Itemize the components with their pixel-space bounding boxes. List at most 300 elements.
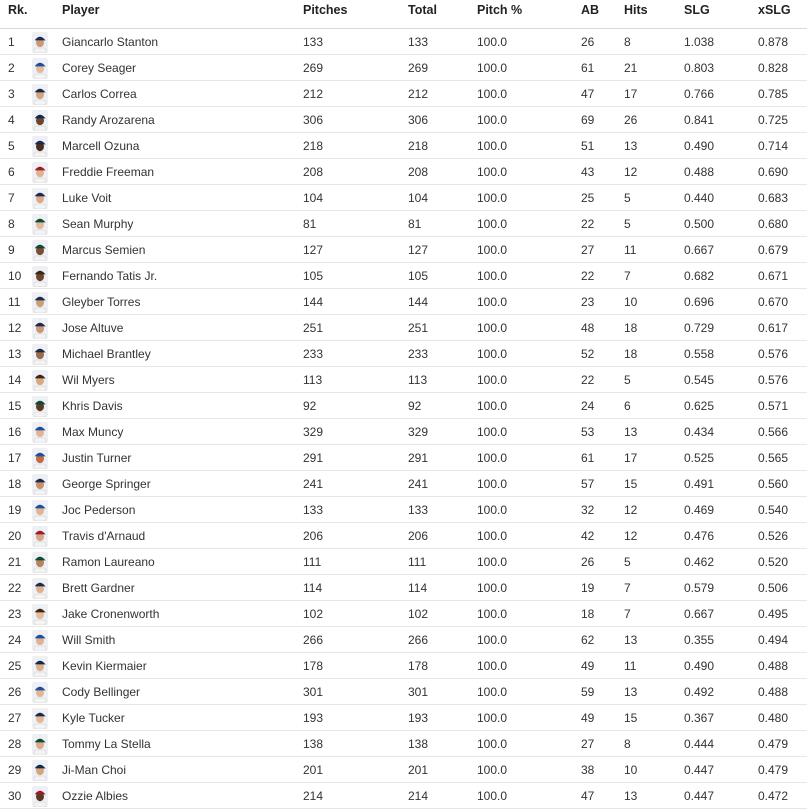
player-name-link[interactable]: Fernando Tatis Jr. — [62, 268, 158, 283]
player-name-link[interactable]: Ozzie Albies — [62, 788, 129, 803]
table-row[interactable] — [0, 731, 807, 757]
ab-cell: 43 — [581, 164, 595, 179]
rank-cell: 1 — [8, 34, 15, 49]
avatar — [32, 630, 48, 651]
table-row[interactable] — [0, 471, 807, 497]
player-headshot[interactable] — [32, 445, 48, 470]
hits-cell: 5 — [624, 554, 631, 569]
pitch-pct-cell: 100.0 — [477, 476, 508, 491]
slg-cell: 0.490 — [684, 138, 715, 153]
player-headshot[interactable] — [32, 731, 48, 756]
table-row[interactable] — [0, 653, 807, 679]
header-player[interactable]: Player — [62, 3, 100, 17]
total-cell: 102 — [408, 606, 429, 621]
rank-cell: 25 — [8, 658, 22, 673]
ab-cell: 61 — [581, 450, 595, 465]
player-name-link[interactable]: Ramon Laureano — [62, 554, 155, 569]
ab-cell: 69 — [581, 112, 595, 127]
xslg-cell: 0.472 — [758, 788, 789, 803]
player-name-link[interactable]: Gleyber Torres — [62, 294, 141, 309]
total-cell: 114 — [408, 580, 428, 595]
header-ab[interactable]: AB — [581, 3, 600, 17]
player-name-link[interactable]: Giancarlo Stanton — [62, 34, 159, 49]
player-headshot[interactable] — [32, 757, 48, 782]
player-name-link[interactable]: Randy Arozarena — [62, 112, 155, 127]
avatar — [32, 370, 48, 391]
rank-cell: 9 — [8, 242, 15, 257]
rank-cell: 28 — [8, 736, 22, 751]
player-name-link[interactable]: Jake Cronenworth — [62, 606, 160, 621]
player-name-link[interactable]: Sean Murphy — [62, 216, 134, 231]
ab-cell: 59 — [581, 684, 595, 699]
hits-cell: 8 — [624, 34, 631, 49]
pitches-cell: 218 — [303, 138, 324, 153]
total-cell: 144 — [408, 294, 429, 309]
pitches-cell: 138 — [303, 736, 324, 751]
xslg-cell: 0.480 — [758, 710, 789, 725]
pitches-cell: 92 — [303, 398, 317, 413]
table-row[interactable] — [0, 549, 807, 575]
pitch-pct-cell: 100.0 — [477, 606, 508, 621]
avatar — [32, 162, 48, 183]
xslg-cell: 0.690 — [758, 164, 789, 179]
pitches-cell: 133 — [303, 502, 324, 517]
ab-cell: 32 — [581, 502, 595, 517]
pitches-cell: 111 — [303, 554, 322, 569]
hits-cell: 18 — [624, 346, 638, 361]
total-cell: 113 — [408, 372, 428, 387]
header-total[interactable]: Total — [408, 3, 437, 17]
pitch-pct-cell: 100.0 — [477, 112, 508, 127]
pitches-cell: 251 — [303, 320, 324, 335]
hits-cell: 21 — [624, 60, 638, 75]
player-name-link[interactable]: Brett Gardner — [62, 580, 135, 595]
slg-cell: 0.558 — [684, 346, 715, 361]
slg-cell: 0.625 — [684, 398, 715, 413]
hits-cell: 11 — [624, 242, 637, 257]
rank-cell: 23 — [8, 606, 22, 621]
rank-cell: 27 — [8, 710, 22, 725]
table-row[interactable] — [0, 419, 807, 445]
pitch-pct-cell: 100.0 — [477, 424, 508, 439]
ab-cell: 18 — [581, 606, 595, 621]
player-headshot[interactable] — [32, 263, 48, 288]
xslg-cell: 0.680 — [758, 216, 789, 231]
rank-cell: 10 — [8, 268, 22, 283]
avatar — [32, 318, 48, 339]
player-name-link[interactable]: Travis d'Arnaud — [62, 528, 146, 543]
pitch-pct-cell: 100.0 — [477, 60, 508, 75]
hits-cell: 12 — [624, 164, 638, 179]
avatar — [32, 292, 48, 313]
pitches-cell: 201 — [303, 762, 324, 777]
total-cell: 291 — [408, 450, 429, 465]
table-row[interactable] — [0, 627, 807, 653]
table-row[interactable] — [0, 55, 807, 81]
avatar — [32, 32, 48, 53]
xslg-cell: 0.671 — [758, 268, 789, 283]
ab-cell: 22 — [581, 372, 595, 387]
hits-cell: 13 — [624, 138, 638, 153]
slg-cell: 0.579 — [684, 580, 715, 595]
slg-cell: 0.491 — [684, 476, 715, 491]
hits-cell: 5 — [624, 190, 631, 205]
avatar — [32, 760, 48, 781]
pitches-cell: 144 — [303, 294, 324, 309]
rank-cell: 29 — [8, 762, 22, 777]
pitch-pct-cell: 100.0 — [477, 710, 508, 725]
xslg-cell: 0.576 — [758, 372, 789, 387]
pitches-cell: 113 — [303, 372, 323, 387]
player-name-link[interactable]: Justin Turner — [62, 450, 132, 465]
player-name-link[interactable]: Marcus Semien — [62, 242, 146, 257]
total-cell: 111 — [408, 554, 427, 569]
player-name-link[interactable]: Luke Voit — [62, 190, 112, 205]
header-hits[interactable]: Hits — [624, 3, 648, 17]
pitch-pct-cell: 100.0 — [477, 736, 508, 751]
player-headshot[interactable] — [32, 705, 48, 730]
hits-cell: 5 — [624, 216, 631, 231]
slg-cell: 0.729 — [684, 320, 715, 335]
table-row[interactable] — [0, 393, 807, 419]
pitches-cell: 301 — [303, 684, 324, 699]
avatar — [32, 136, 48, 157]
slg-cell: 0.476 — [684, 528, 715, 543]
table-row[interactable] — [0, 601, 807, 627]
pitch-pct-cell: 100.0 — [477, 762, 508, 777]
pitches-cell: 193 — [303, 710, 324, 725]
table-row[interactable] — [0, 367, 807, 393]
pitches-cell: 266 — [303, 632, 324, 647]
hits-cell: 10 — [624, 294, 638, 309]
xslg-cell: 0.670 — [758, 294, 789, 309]
rank-cell: 21 — [8, 554, 22, 569]
player-headshot[interactable] — [32, 601, 48, 626]
total-cell: 105 — [408, 268, 429, 283]
ab-cell: 26 — [581, 34, 595, 49]
xslg-cell: 0.565 — [758, 450, 789, 465]
hits-cell: 13 — [624, 788, 638, 803]
player-headshot[interactable] — [32, 549, 48, 574]
avatar — [32, 474, 48, 495]
table-row[interactable] — [0, 341, 807, 367]
player-headshot[interactable] — [32, 81, 48, 106]
hits-cell: 5 — [624, 372, 631, 387]
rank-cell: 2 — [8, 60, 15, 75]
table-row[interactable] — [0, 445, 807, 471]
ab-cell: 49 — [581, 710, 595, 725]
table-row[interactable] — [0, 497, 807, 523]
ab-cell: 27 — [581, 736, 595, 751]
rank-cell: 17 — [8, 450, 22, 465]
avatar — [32, 266, 48, 287]
player-headshot[interactable] — [32, 185, 48, 210]
total-cell: 104 — [408, 190, 429, 205]
slg-cell: 0.434 — [684, 424, 715, 439]
player-name-link[interactable]: Will Smith — [62, 632, 116, 647]
pitches-cell: 127 — [303, 242, 324, 257]
total-cell: 212 — [408, 86, 429, 101]
slg-cell: 0.545 — [684, 372, 715, 387]
pitch-pct-cell: 100.0 — [477, 450, 508, 465]
table-row[interactable] — [0, 185, 807, 211]
table-row[interactable] — [0, 679, 807, 705]
total-cell: 138 — [408, 736, 429, 751]
slg-cell: 0.367 — [684, 710, 715, 725]
hits-cell: 7 — [624, 268, 631, 283]
table-row[interactable] — [0, 315, 807, 341]
slg-cell: 0.444 — [684, 736, 715, 751]
total-cell: 233 — [408, 346, 429, 361]
xslg-cell: 0.714 — [758, 138, 789, 153]
slg-cell: 0.667 — [684, 606, 715, 621]
total-cell: 301 — [408, 684, 429, 699]
avatar — [32, 448, 48, 469]
player-name-link[interactable]: Kevin Kiermaier — [62, 658, 147, 673]
pitch-pct-cell: 100.0 — [477, 580, 508, 595]
rank-cell: 26 — [8, 684, 22, 699]
avatar — [32, 110, 48, 131]
ab-cell: 27 — [581, 242, 595, 257]
hits-cell: 7 — [624, 606, 631, 621]
rank-cell: 18 — [8, 476, 22, 491]
player-headshot[interactable] — [32, 575, 48, 600]
total-cell: 206 — [408, 528, 429, 543]
header-rank[interactable]: Rk. — [8, 3, 28, 17]
pitch-pct-cell: 100.0 — [477, 398, 508, 413]
slg-cell: 0.440 — [684, 190, 715, 205]
pitch-pct-cell: 100.0 — [477, 502, 508, 517]
pitch-pct-cell: 100.0 — [477, 372, 508, 387]
rank-cell: 11 — [8, 294, 21, 309]
player-name-link[interactable]: Kyle Tucker — [62, 710, 125, 725]
ab-cell: 47 — [581, 788, 595, 803]
slg-cell: 0.696 — [684, 294, 715, 309]
total-cell: 269 — [408, 60, 429, 75]
ab-cell: 19 — [581, 580, 595, 595]
slg-cell: 0.500 — [684, 216, 715, 231]
player-name-link[interactable]: Tommy La Stella — [62, 736, 151, 751]
table-row[interactable] — [0, 159, 807, 185]
avatar — [32, 734, 48, 755]
slg-cell: 0.492 — [684, 684, 715, 699]
table-row[interactable] — [0, 107, 807, 133]
pitches-cell: 105 — [303, 268, 324, 283]
xslg-cell: 0.828 — [758, 60, 789, 75]
player-headshot[interactable] — [32, 315, 48, 340]
xslg-cell: 0.488 — [758, 658, 789, 673]
pitches-cell: 133 — [303, 34, 324, 49]
table-row[interactable] — [0, 263, 807, 289]
total-cell: 133 — [408, 502, 429, 517]
hits-cell: 10 — [624, 762, 638, 777]
player-headshot[interactable] — [32, 237, 48, 262]
header-pitches[interactable]: Pitches — [303, 3, 348, 17]
table-row[interactable] — [0, 133, 807, 159]
player-name-link[interactable]: Marcell Ozuna — [62, 138, 140, 153]
avatar — [32, 188, 48, 209]
total-cell: 266 — [408, 632, 429, 647]
player-headshot[interactable] — [32, 523, 48, 548]
header-xslg[interactable]: xSLG — [758, 3, 791, 17]
pitches-cell: 291 — [303, 450, 324, 465]
header-pitch-pct[interactable]: Pitch % — [477, 3, 523, 17]
hits-cell: 18 — [624, 320, 638, 335]
slg-cell: 0.525 — [684, 450, 715, 465]
player-name-link[interactable]: George Springer — [62, 476, 151, 491]
total-cell: 193 — [408, 710, 429, 725]
pitches-cell: 114 — [303, 580, 323, 595]
pitches-cell: 306 — [303, 112, 324, 127]
player-headshot[interactable] — [32, 367, 48, 392]
rank-cell: 4 — [8, 112, 15, 127]
pitch-pct-cell: 100.0 — [477, 190, 508, 205]
ab-cell: 26 — [581, 554, 595, 569]
player-name-link[interactable]: Jose Altuve — [62, 320, 124, 335]
player-name-link[interactable]: Freddie Freeman — [62, 164, 155, 179]
table-row[interactable] — [0, 211, 807, 237]
ab-cell: 62 — [581, 632, 595, 647]
xslg-cell: 0.526 — [758, 528, 789, 543]
xslg-cell: 0.617 — [758, 320, 789, 335]
avatar — [32, 396, 48, 417]
player-headshot[interactable] — [32, 783, 48, 808]
rank-cell: 22 — [8, 580, 22, 595]
slg-cell: 0.469 — [684, 502, 715, 517]
table-row[interactable] — [0, 237, 807, 263]
slg-cell: 0.447 — [684, 788, 715, 803]
xslg-cell: 0.479 — [758, 736, 789, 751]
ab-cell: 25 — [581, 190, 595, 205]
rank-cell: 14 — [8, 372, 22, 387]
ab-cell: 42 — [581, 528, 595, 543]
hits-cell: 13 — [624, 684, 638, 699]
rank-cell: 7 — [8, 190, 15, 205]
player-name-link[interactable]: Wil Myers — [62, 372, 115, 387]
ab-cell: 48 — [581, 320, 595, 335]
rank-cell: 8 — [8, 216, 15, 231]
hits-cell: 17 — [624, 86, 638, 101]
table-row[interactable] — [0, 575, 807, 601]
player-headshot[interactable] — [32, 341, 48, 366]
rank-cell: 3 — [8, 86, 15, 101]
hits-cell: 17 — [624, 450, 638, 465]
pitch-pct-cell: 100.0 — [477, 294, 508, 309]
player-name-link[interactable]: Khris Davis — [62, 398, 123, 413]
xslg-cell: 0.878 — [758, 34, 789, 49]
pitch-pct-cell: 100.0 — [477, 216, 508, 231]
rank-cell: 15 — [8, 398, 22, 413]
ab-cell: 51 — [581, 138, 595, 153]
player-headshot[interactable] — [32, 289, 48, 314]
slg-cell: 1.038 — [684, 34, 715, 49]
pitches-cell: 212 — [303, 86, 324, 101]
total-cell: 329 — [408, 424, 429, 439]
hits-cell: 6 — [624, 398, 631, 413]
pitch-pct-cell: 100.0 — [477, 34, 508, 49]
table-row[interactable] — [0, 705, 807, 731]
avatar — [32, 578, 48, 599]
avatar — [32, 500, 48, 521]
player-headshot[interactable] — [32, 159, 48, 184]
player-headshot[interactable] — [32, 29, 48, 54]
xslg-cell: 0.520 — [758, 554, 789, 569]
table-row[interactable] — [0, 783, 807, 809]
table-row[interactable] — [0, 757, 807, 783]
player-name-link[interactable]: Max Muncy — [62, 424, 124, 439]
header-slg[interactable]: SLG — [684, 3, 710, 17]
player-headshot[interactable] — [32, 211, 48, 236]
slg-cell: 0.667 — [684, 242, 715, 257]
total-cell: 218 — [408, 138, 429, 153]
slg-cell: 0.462 — [684, 554, 715, 569]
player-headshot[interactable] — [32, 627, 48, 652]
pitch-pct-cell: 100.0 — [477, 684, 508, 699]
player-headshot[interactable] — [32, 133, 48, 158]
xslg-cell: 0.540 — [758, 502, 789, 517]
avatar — [32, 552, 48, 573]
table-row[interactable] — [0, 81, 807, 107]
player-headshot[interactable] — [32, 55, 48, 80]
pitch-pct-cell: 100.0 — [477, 138, 508, 153]
pitch-pct-cell: 100.0 — [477, 86, 508, 101]
pitches-cell: 269 — [303, 60, 324, 75]
player-name-link[interactable]: Corey Seager — [62, 60, 137, 75]
avatar — [32, 786, 48, 807]
xslg-cell: 0.571 — [758, 398, 789, 413]
player-headshot[interactable] — [32, 419, 48, 444]
player-name-link[interactable]: Joc Pederson — [62, 502, 136, 517]
table-row[interactable] — [0, 29, 807, 55]
hits-cell: 12 — [624, 502, 638, 517]
avatar — [32, 58, 48, 79]
table-header — [0, 0, 807, 29]
table-row[interactable] — [0, 523, 807, 549]
ab-cell: 38 — [581, 762, 595, 777]
rank-cell: 16 — [8, 424, 22, 439]
hits-cell: 15 — [624, 710, 638, 725]
avatar — [32, 656, 48, 677]
total-cell: 178 — [408, 658, 429, 673]
pitch-pct-cell: 100.0 — [477, 658, 508, 673]
player-headshot[interactable] — [32, 471, 48, 496]
slg-cell: 0.488 — [684, 164, 715, 179]
player-headshot[interactable] — [32, 679, 48, 704]
pitches-cell: 206 — [303, 528, 324, 543]
player-headshot[interactable] — [32, 393, 48, 418]
player-name-link[interactable]: Ji-Man Choi — [62, 762, 127, 777]
player-name-link[interactable]: Michael Brantley — [62, 346, 151, 361]
pitches-cell: 214 — [303, 788, 324, 803]
pitch-pct-cell: 100.0 — [477, 788, 508, 803]
total-cell: 251 — [408, 320, 429, 335]
ab-cell: 22 — [581, 216, 595, 231]
xslg-cell: 0.494 — [758, 632, 789, 647]
hits-cell: 11 — [624, 658, 637, 673]
ab-cell: 57 — [581, 476, 595, 491]
table-row[interactable] — [0, 289, 807, 315]
player-name-link[interactable]: Carlos Correa — [62, 86, 137, 101]
hits-cell: 12 — [624, 528, 638, 543]
xslg-cell: 0.479 — [758, 762, 789, 777]
pitch-pct-cell: 100.0 — [477, 528, 508, 543]
ab-cell: 52 — [581, 346, 595, 361]
player-headshot[interactable] — [32, 107, 48, 132]
player-headshot[interactable] — [32, 497, 48, 522]
player-name-link[interactable]: Cody Bellinger — [62, 684, 141, 699]
player-headshot[interactable] — [32, 653, 48, 678]
pitches-cell: 208 — [303, 164, 324, 179]
